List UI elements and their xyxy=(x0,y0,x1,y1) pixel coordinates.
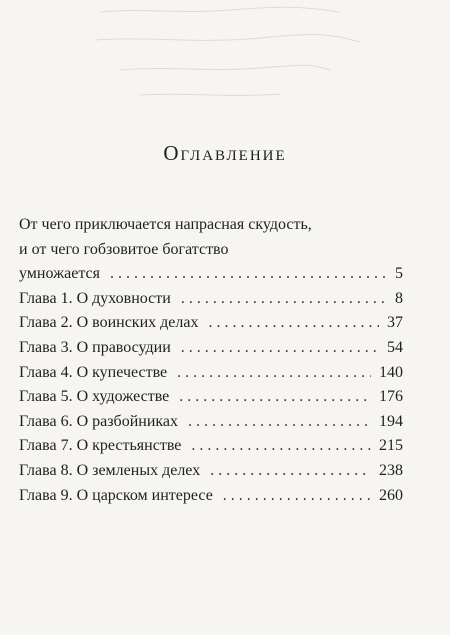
dot-leader xyxy=(110,262,387,287)
toc-entry-page: 176 xyxy=(379,388,403,406)
toc-entry-label: умножается xyxy=(19,265,100,283)
toc-entry-chapter-8[interactable] xyxy=(19,459,403,484)
toc-entry-page: 54 xyxy=(387,338,403,356)
toc-entry-chapter-1[interactable] xyxy=(19,287,403,312)
toc-entry-chapter-2[interactable] xyxy=(19,311,403,336)
toc-entry-label: Глава 5. О художестве xyxy=(19,388,170,406)
toc-entry-chapter-6[interactable] xyxy=(19,410,403,435)
toc-entry-label: Глава 2. О воинских делах xyxy=(19,314,199,332)
intro-line-2: и от чего гобзовитое богатство xyxy=(19,240,229,258)
toc-entry-chapter-5[interactable] xyxy=(19,385,403,410)
toc-entry-page: 5 xyxy=(395,265,403,283)
toc-entry-page: 194 xyxy=(379,412,403,430)
dot-leader xyxy=(179,385,371,410)
toc-entry-page: 8 xyxy=(395,289,403,307)
toc-entry-chapter-4[interactable] xyxy=(19,361,403,386)
toc-entry-chapter-7[interactable] xyxy=(19,434,403,459)
toc-entry-page: 260 xyxy=(379,486,403,504)
toc-entry-chapter-9[interactable] xyxy=(19,484,403,509)
toc-entry-page: 238 xyxy=(379,461,403,479)
dot-leader xyxy=(181,287,387,312)
toc-entry-label: Глава 6. О разбойниках xyxy=(19,412,179,430)
page-title: Оглавление xyxy=(163,141,287,165)
dot-leader xyxy=(177,361,371,386)
toc-entry-label: Глава 7. О крестьянстве xyxy=(19,437,182,455)
dot-leader xyxy=(191,434,371,459)
toc-entry-label: Глава 9. О царском интересе xyxy=(19,486,213,504)
toc-entry-label: Глава 3. О правосудии xyxy=(19,338,171,356)
dot-leader xyxy=(223,484,371,509)
table-of-contents xyxy=(19,213,403,508)
show-through-text xyxy=(0,0,450,130)
intro-line-1: От чего приключается напрасная скудость, xyxy=(19,216,312,233)
dot-leader xyxy=(181,336,379,361)
toc-entry-chapter-3[interactable] xyxy=(19,336,403,361)
toc-entry-label: Глава 1. О духовности xyxy=(19,289,171,307)
toc-entry-label: Глава 8. О земленых делех xyxy=(19,461,201,479)
toc-entry-page: 37 xyxy=(387,314,403,332)
dot-leader xyxy=(210,459,371,484)
dot-leader xyxy=(208,311,379,336)
toc-entry-label: Глава 4. О купечестве xyxy=(19,363,168,381)
dot-leader xyxy=(188,410,371,435)
toc-entry-page: 140 xyxy=(379,363,403,381)
toc-entry-page: 215 xyxy=(379,437,403,455)
toc-entry-intro[interactable] xyxy=(19,262,403,287)
